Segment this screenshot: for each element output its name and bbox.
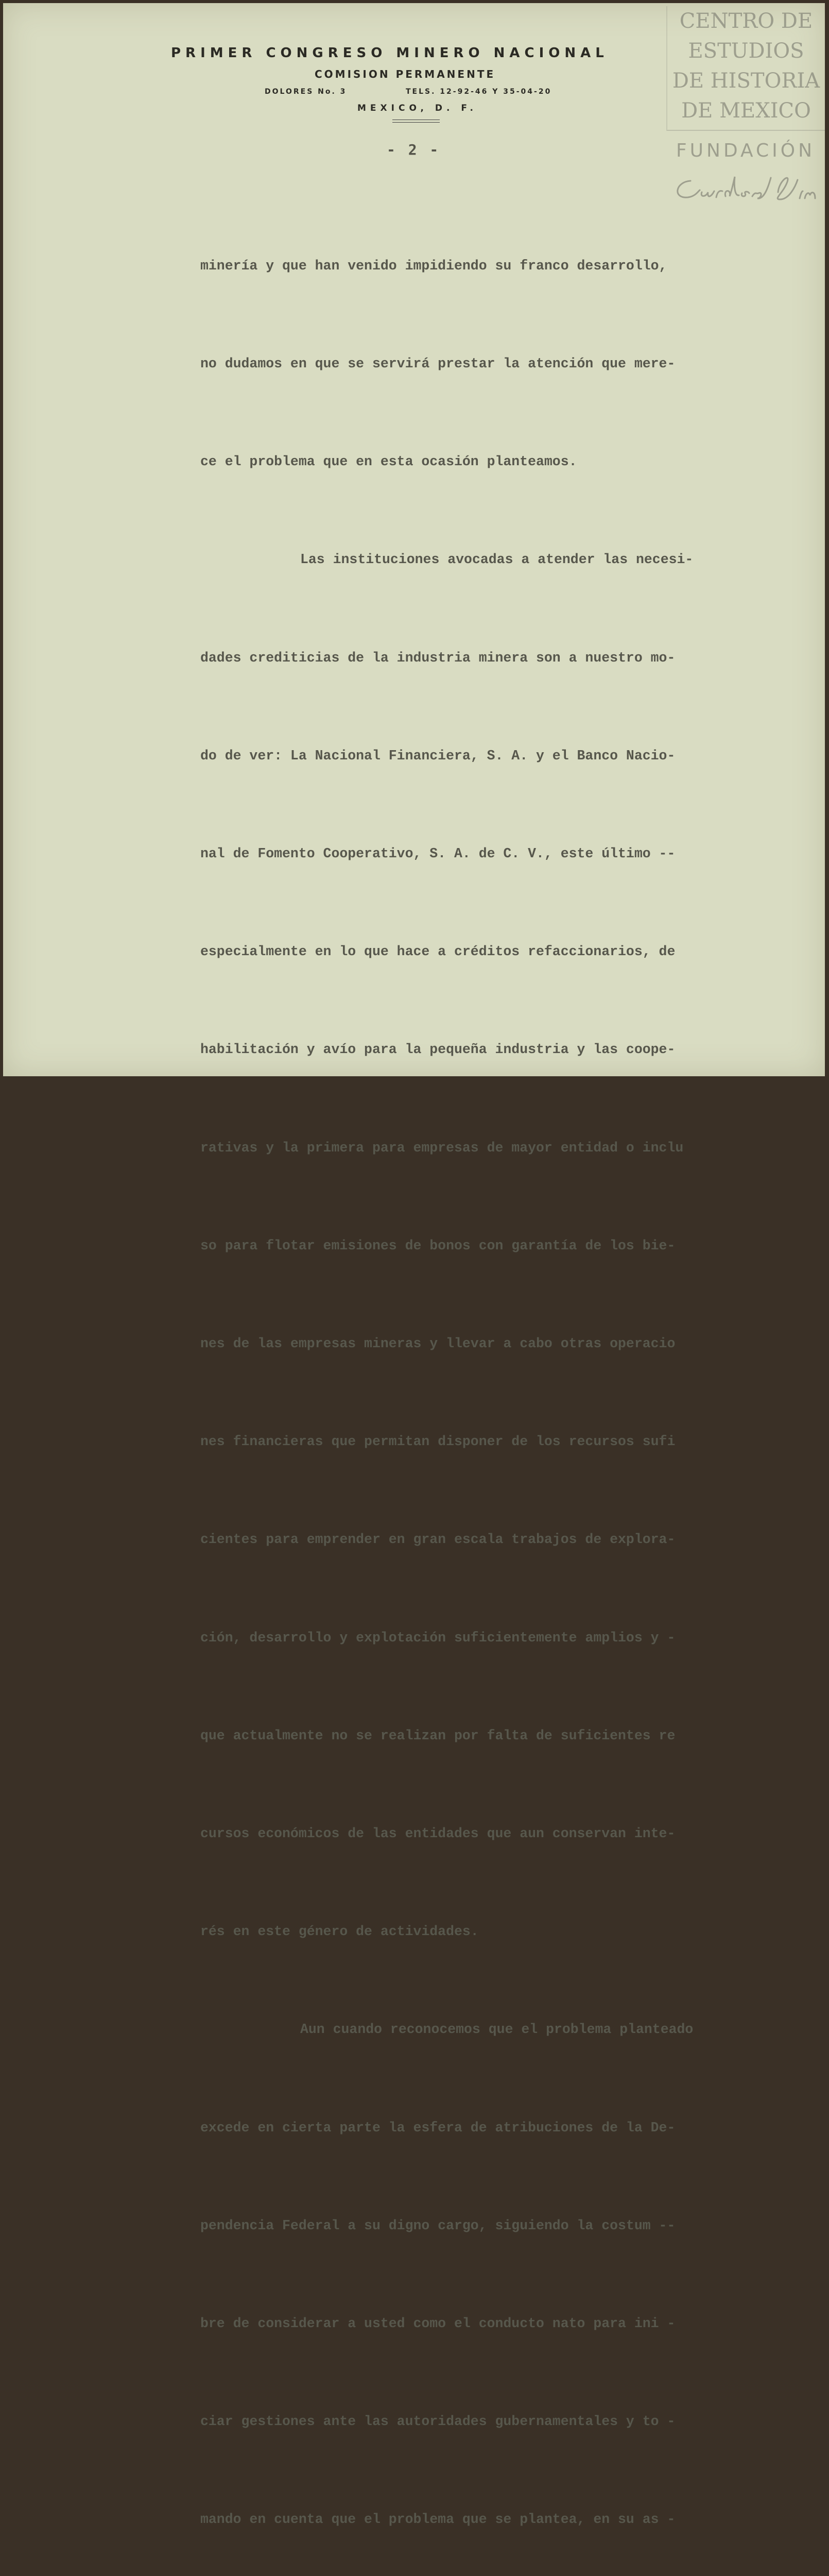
- body-line: so para flotar emisiones de bonos con garantía de los bie-: [200, 1238, 676, 1253]
- watermark-line: DE HISTORIA: [672, 69, 820, 93]
- body-line: ce el problema que en esta ocasión planteamos.: [200, 454, 577, 470]
- body-line: bre de considerar a usted como el conducto nato para ini -: [200, 2316, 676, 2332]
- body-line: habilitación y avío para la pequeña industria y las coope-: [200, 1042, 676, 1058]
- body-line: especialmente en lo que hace a créditos refaccionarios, de: [200, 944, 676, 960]
- body-line: excede en cierta parte la esfera de atribuciones de la De-: [200, 2120, 676, 2136]
- body-line: nal de Fomento Cooperativo, S. A. de C. V., este último --: [200, 846, 676, 862]
- watermark-line: CENTRO DE: [679, 9, 813, 33]
- body-line: que actualmente no se realizan por falta de suficientes re: [200, 1727, 676, 1743]
- body-line: minería y que han venido impidiendo su franco desarrollo,: [200, 258, 667, 274]
- page-number: - 2 -: [387, 141, 441, 158]
- body-line: Aun cuando reconocemos que el problema planteado: [300, 2022, 694, 2038]
- letterhead-rule: [392, 122, 440, 123]
- archive-watermark: [666, 6, 825, 161]
- letter-body: [200, 184, 772, 2576]
- letterhead-title: PRIMER CONGRESO MINERO NACIONAL: [171, 45, 609, 61]
- watermark-foundation: FUNDACIÓN: [676, 140, 816, 161]
- body-line: dades crediticias de la industria minera son a nuestro mo-: [200, 650, 676, 666]
- body-line: cientes para emprender en gran escala trabajos de explora-: [200, 1532, 676, 1548]
- body-line: no dudamos en que se servirá prestar la atención que mere-: [200, 356, 676, 372]
- document-page: [3, 3, 825, 2528]
- body-line: cursos económicos de las entidades que aun conservan inte-: [200, 1826, 676, 1842]
- watermark-line: DE MEXICO: [681, 99, 811, 123]
- letterhead-subtitle: COMISION PERMANENTE: [315, 68, 496, 80]
- body-line: ción, desarrollo y explotación suficientemente amplios y -: [200, 1630, 676, 1646]
- letterhead-phones: TELS. 12-92-46 Y 35-04-20: [406, 88, 552, 96]
- body-line: rés en este género de actividades.: [200, 1924, 479, 1940]
- watermark-line: ESTUDIOS: [688, 39, 804, 63]
- body-line: Las instituciones avocadas a atender las necesi-: [300, 552, 694, 568]
- body-line: nes de las empresas mineras y llevar a cabo otras operacio: [200, 1336, 676, 1352]
- body-line: do de ver: La Nacional Financiera, S. A. y el Banco Nacio-: [200, 748, 676, 764]
- body-line: ciar gestiones ante las autoridades gubernamentales y to -: [200, 2414, 676, 2430]
- body-line: nes financieras que permitan disponer de los recursos sufi: [200, 1434, 676, 1450]
- letterhead-city: MEXICO, D. F.: [357, 103, 477, 113]
- body-line: rativas y la primera para empresas de mayor entidad o inclu: [200, 1140, 684, 1156]
- letterhead-address: DOLORES No. 3: [265, 88, 347, 96]
- watermark-box: [666, 6, 825, 131]
- body-line: mando en cuenta que el problema que se plantea, en su as -: [200, 2512, 676, 2528]
- body-line: pendencia Federal a su digno cargo, siguiendo la costum --: [200, 2217, 676, 2233]
